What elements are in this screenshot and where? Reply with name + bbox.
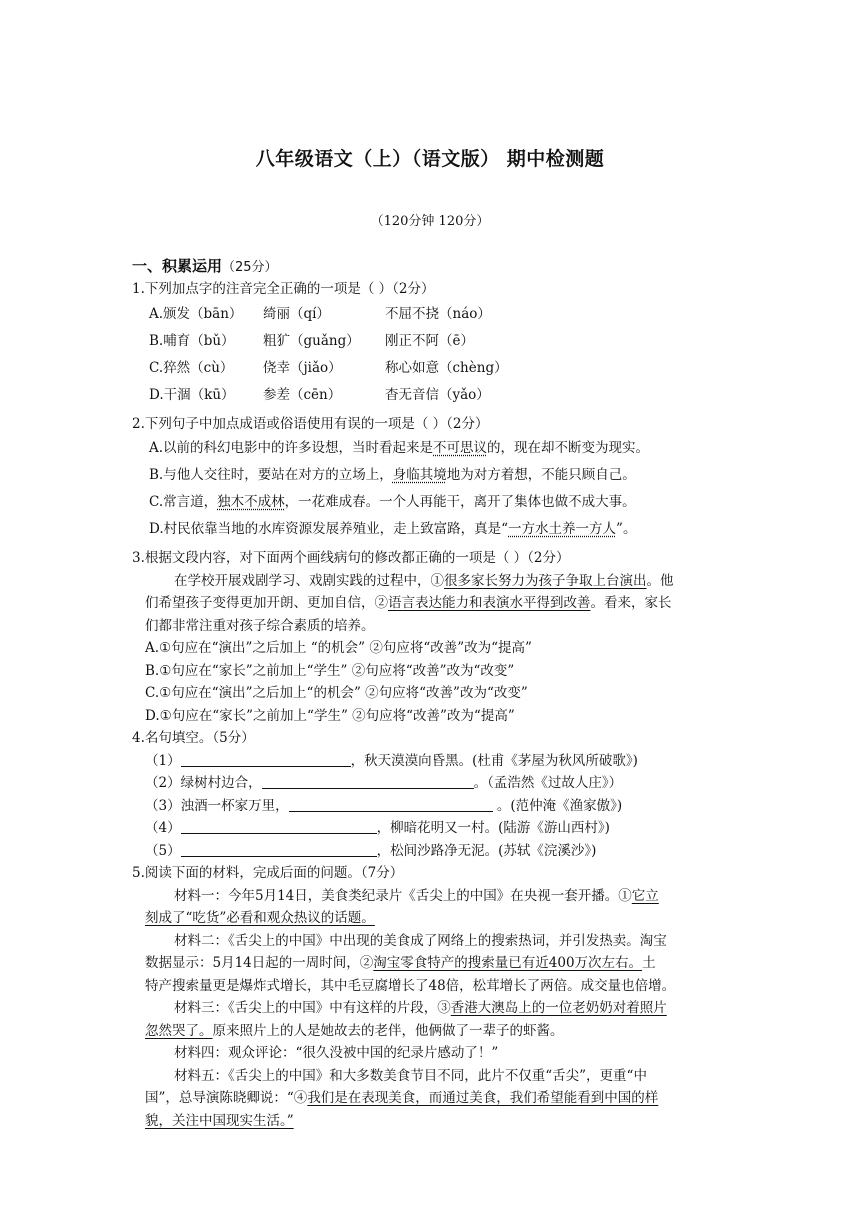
q4-5-pre: （5） [145,842,181,859]
q4-5-post: ，松间沙路净无泥。(苏轼《浣溪沙》) [376,842,597,859]
q5-material-5-line-1: 材料五：《舌尖上的中国》和大多数美食节目不同，此片不仅重“舌尖”，更重“中 [174,1067,647,1084]
q4-1-pre: （1） [145,752,181,769]
q3-underlined-1: 很多家长努力为孩子争取上台演出 [444,572,647,589]
q5-m2b-post: 土 [642,955,656,971]
q2-option-b [132,462,732,489]
q1-b-1: B.哺育（bǔ） [149,332,235,349]
q3-stem: 3.根据文段内容，对下面两个画线病句的修改都正确的一项是（ ）（2分） [132,550,570,566]
q2-option-d [132,516,732,543]
q4-item-1 [132,750,732,773]
q4-4-post: ，柳暗花明又一村。(陆游《游山西村》) [376,820,610,836]
q5-underlined-1a: 它立 [631,887,659,904]
q4-3-post: 。(范仲淹《渔家傲》) [492,797,623,814]
q3-passage-line-1 [132,570,732,593]
q5-material-1-line-2 [132,907,732,930]
q1-d-3: 杳无音信（yǎo） [385,386,490,403]
q2-stem: 2.下列句子中加点成语或俗语使用有误的一项是（ ）（2分） [132,415,489,432]
q5-underlined-3b: 忽然哭了。 [145,1022,213,1039]
q4-item-3 [132,795,732,818]
q3-p2c: 。看来，家长 [590,595,672,611]
q5-material-2-line-1: 材料二：《舌尖上的中国》中出现的美食成了网络上的搜索热词，并引发热卖。淘宝 [174,932,667,949]
answer-blank[interactable] [181,819,377,834]
answer-blank[interactable] [181,842,377,857]
q3-option-d: D.①句应在“家长”之前加上“学生” ②句应将“改善”改为“提高” [145,707,515,724]
q1-a-2: 绮丽（qí） [263,305,330,322]
q5-material-2-line-3: 特产搜索量更是爆炸式增长，其中毛豆腐增长了48倍，松茸增长了两倍。成交量也倍增。 [145,977,676,994]
q3-passage-line-3: 们都非常注重对孩子综合素质的培养。 [145,617,375,634]
q5-material-5-line-3 [132,1110,732,1133]
q1-option-c [132,355,732,382]
q5-material-3-line-2 [132,1020,732,1043]
q5-underlined-3a: 香港大澳岛上的一位老奶奶对着照片 [450,1000,667,1016]
q4-stem: 4.名句填空。（5分） [132,730,255,746]
q5-underlined-4b: 貌，关注中国现实生活。” [145,1112,294,1129]
q5-material-4: 材料四：观众评论：“很久没被中国的纪录片感动了！” [174,1045,499,1061]
q2-b-marked: 身临其境 [392,467,447,483]
q2-b-post: 地为对方着想，不能只顾自己。 [446,467,636,483]
q2-d-post: ”。 [616,521,637,537]
exam-content [132,254,732,1132]
q2-d-pre: D.村民依靠当地的水库资源发展养殖业，走上致富路，真是“ [149,521,509,537]
q2-c-pre: C.常言道， [149,494,218,510]
q4-3-pre: （3）浊酒一杯家万里， [145,797,289,814]
q2-b-pre: B.与他人交往时，要站在对方的立场上， [149,467,393,483]
q4-item-4 [132,817,732,840]
answer-blank[interactable] [262,774,474,789]
q1-d-2: 参差（cēn） [263,386,342,403]
q5-m3a-pre: 材料三：《舌尖上的中国》中有这样的片段，③ [174,1000,451,1016]
q3-option-c: C.①句应在“演出”之后加上“的机会” ②句应将“改善”改为“改变” [145,685,528,701]
q5-material-2-line-2 [132,952,732,975]
q4-1-post: ，秋天漠漠向昏黑。(杜甫《茅屋为秋风所破歌》) [350,752,638,769]
q3-passage-line-2 [132,592,732,615]
q1-b-3: 刚正不阿（ē） [385,332,474,349]
q2-d-marked: 一方水土养一方人 [508,521,617,537]
q4-2-post: 。（孟浩然《过故人庄》） [473,775,623,791]
answer-blank[interactable] [289,797,493,812]
q4-item-2 [132,772,732,795]
q5-m3b-post: 原来照片上的人是她故去的老伴，他俩做了一辈子的虾酱。 [212,1022,564,1039]
q5-underlined-1b: 刻成了“吃货”必看和观众热议的话题。 [145,910,375,926]
q1-c-2: 侥幸（jiǎo） [263,359,342,376]
q1-c-3: 称心如意（chèng） [385,359,508,376]
q2-a-post: 的，现在却不断变为现实。 [487,440,650,456]
q4-4-pre: （4） [145,820,181,836]
q1-option-b [132,328,732,355]
page-title: 八年级语文（上）（语文版） 期中检测题 [255,148,605,170]
q3-option-b: B.①句应在“家长”之前加上“学生” ②句应将“改善”改为“改变” [145,662,515,679]
q2-option-c [132,489,732,516]
q3-option-a: A.①句应在“演出”之后加上 “的机会” ②句应将“改善”改为“提高” [145,640,532,656]
q1-option-d [132,382,732,409]
q2-option-a [132,435,732,462]
q5-m2b-pre: 数据显示：5月14日起的一周时间，② [145,955,374,971]
q1-d-1: D.干涸（kū） [149,386,235,403]
q5-material-1-line-1 [132,885,732,908]
q4-2-pre: （2）绿树村边合， [145,775,262,791]
q1-b-2: 粗犷（guǎng） [263,332,360,349]
section-score: （25分） [222,260,278,275]
answer-blank[interactable] [181,752,351,767]
q1-c-1: C.猝然（cù） [149,359,234,376]
exam-duration-score: （120分钟 120分） [370,214,490,229]
q2-a-marked: 不可思议 [433,440,488,456]
q4-item-5 [132,840,732,863]
q2-c-marked: 独木不成林 [217,494,285,510]
q5-material-3-line-1 [132,997,732,1020]
q3-p1a: 在学校开展戏剧学习、戏剧实践的过程中，① [174,572,444,589]
q3-p2a: 们希望孩子变得更加开朗、更加自信，② [145,595,388,611]
q5-underlined-4a: 我们是在表现美食，而通过美食，我们希望能看到中国的样 [307,1090,659,1106]
section-title: 一、积累运用 [132,257,223,275]
q3-p1c: 。他 [646,572,674,589]
q5-stem: 5.阅读下面的材料，完成后面的问题。（7分） [132,865,404,881]
q1-a-3: 不屈不挠（náo） [385,305,491,322]
section-heading [132,254,732,278]
q1-option-a [132,301,732,328]
q1-stem: 1.下列加点字的注音完全正确的一项是（ ）（2分） [132,281,435,297]
q5-m1a: 材料一：今年5月14日，美食类纪录片《舌尖上的中国》在央视一套开播。① [174,887,632,904]
q3-underlined-2: 语言表达能力和表演水平得到改善 [388,595,591,611]
q5-material-5-line-2 [132,1087,732,1110]
q2-a-pre: A.以前的科幻电影中的许多设想，当时看起来是 [149,440,434,456]
q1-a-1: A.颁发（bān） [149,305,243,322]
q5-m5b-pre: 国”，总导演陈晓卿说：“④ [145,1090,308,1106]
q5-underlined-2: 淘宝零食特产的搜索量已有近400万次左右。 [373,955,643,971]
q2-c-post: ，一花难成春。一个人再能干，离开了集体也做不成大事。 [284,494,636,510]
